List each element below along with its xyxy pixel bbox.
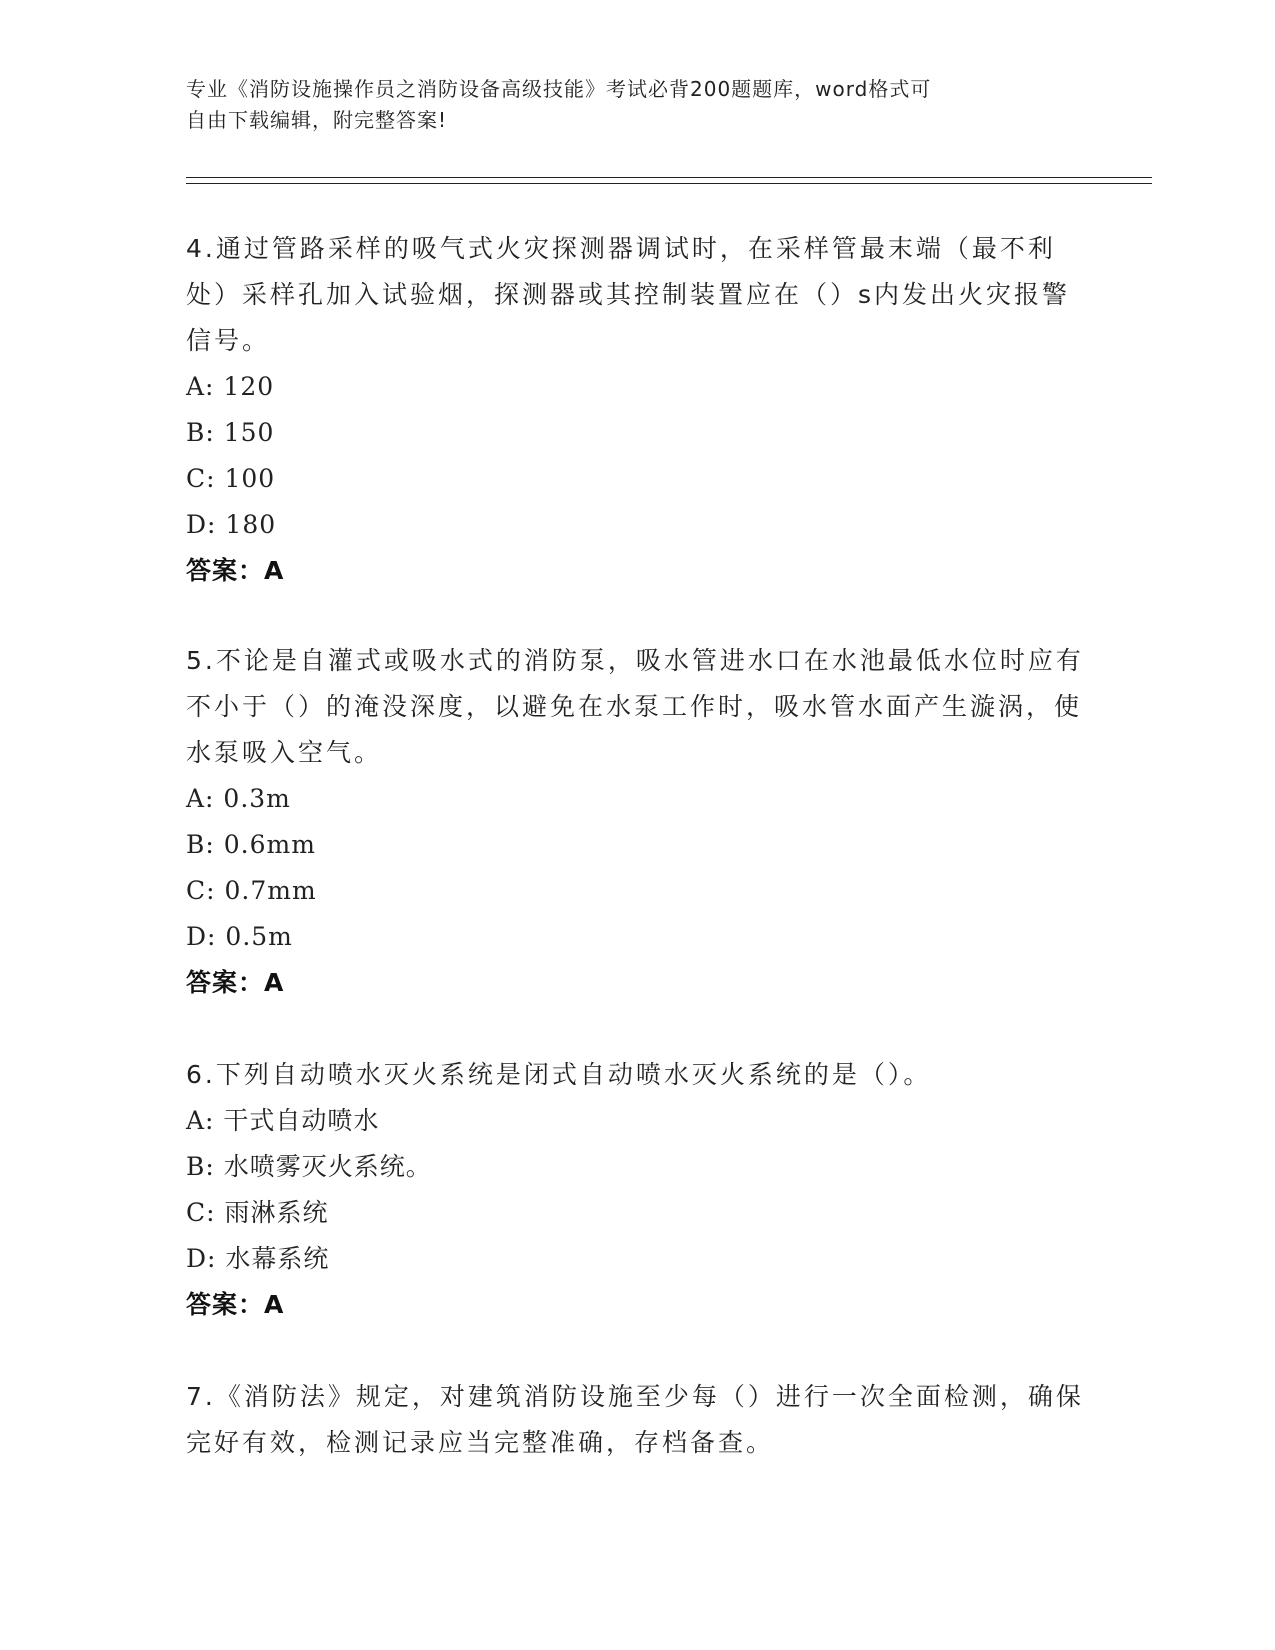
- answer: 答案：A: [186, 1290, 285, 1319]
- option-c: C: 100: [186, 464, 276, 493]
- question-7: [186, 1374, 1086, 1466]
- option-c: C: 0.7mm: [186, 876, 317, 905]
- option-d: D: 180: [186, 510, 277, 539]
- option-a: A: 120: [186, 372, 275, 401]
- question-text: 6.下列自动喷水灭火系统是闭式自动喷水灭火系统的是（）。: [186, 1060, 932, 1089]
- answer: 答案：A: [186, 968, 285, 997]
- option-d: D: 0.5m: [186, 922, 293, 951]
- question-4: [186, 226, 1086, 594]
- header-line-1: 专业《消防设施操作员之消防设备高级技能》考试必背200题题库，word格式可: [186, 77, 932, 101]
- header-divider: [186, 177, 1152, 184]
- option-c: C: 雨淋系统: [186, 1198, 329, 1227]
- answer: 答案：A: [186, 556, 285, 585]
- question-text: 4.通过管路采样的吸气式火灾探测器调试时，在采样管最末端（最不利处）采样孔加入试验烟，探测器或其控制装置应在（）s内发出火灾报警信号。: [186, 234, 1071, 355]
- option-b: B: 水喷雾灭火系统。: [186, 1152, 432, 1181]
- option-a: A: 0.3m: [186, 784, 291, 813]
- question-text: 5.不论是自灌式或吸水式的消防泵，吸水管进水口在水池最低水位时应有不小于（）的淹没深度，以避免在水泵工作时，吸水管水面产生漩涡，使水泵吸入空气。: [186, 646, 1084, 767]
- option-b: B: 150: [186, 418, 275, 447]
- option-b: B: 0.6mm: [186, 830, 316, 859]
- question-6: [186, 1052, 1086, 1328]
- question-5: [186, 638, 1086, 1006]
- header-line-2: 自由下载编辑，附完整答案!: [186, 108, 448, 132]
- option-a: A: 干式自动喷水: [186, 1106, 380, 1135]
- document-header: [186, 74, 1086, 136]
- question-text: 7.《消防法》规定，对建筑消防设施至少每（）进行一次全面检测，确保完好有效，检测记录应当完整准确，存档备查。: [186, 1382, 1084, 1457]
- option-d: D: 水幕系统: [186, 1244, 330, 1273]
